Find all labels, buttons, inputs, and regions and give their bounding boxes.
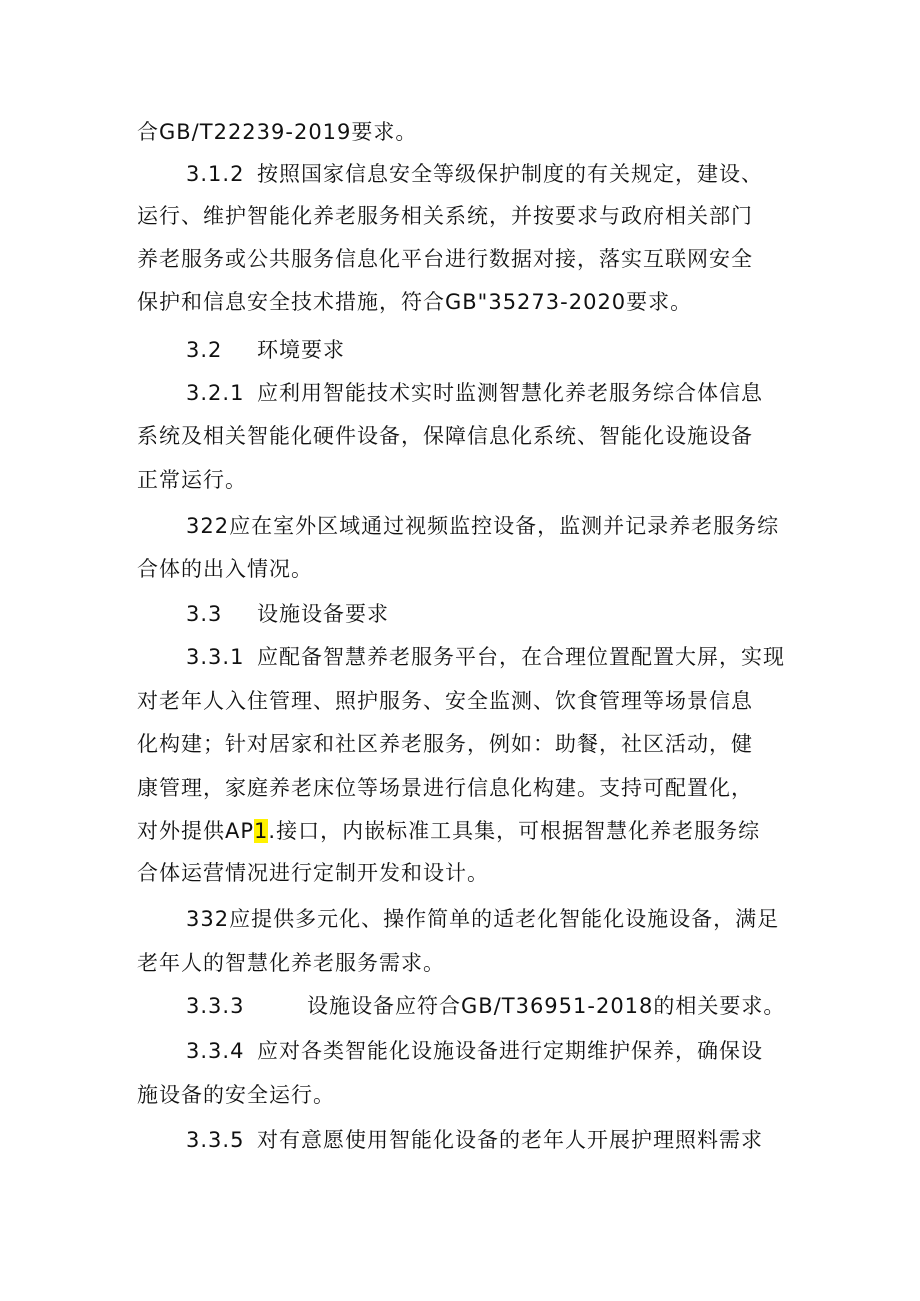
text-line (137, 465, 247, 495)
text-line (186, 1036, 244, 1066)
text-line (186, 599, 222, 629)
section-number: 3.3.1 (186, 645, 245, 669)
text-line (186, 904, 779, 934)
highlighted-text: 1 (254, 819, 269, 843)
section-number: 3.3.5 (186, 1128, 245, 1152)
line-text: 康管理，家庭养老床位等场景进行信息化构建。支持可配置化， (137, 776, 753, 800)
text-line (257, 159, 763, 189)
text-line (137, 858, 489, 888)
line-text: 老年人的智慧化养老服务需求。 (137, 951, 445, 975)
heading-text: 环境要求 (257, 338, 345, 362)
line-text: 对有意愿使用智能化设备的老年人开展护理照料需求 (257, 1128, 763, 1152)
text-line (257, 642, 785, 672)
line-text: 对老年人入住管理、照护服务、安全监测、饮食管理等场景信息 (137, 689, 753, 713)
text-line (137, 117, 417, 147)
line-text: 系统及相关智能化硬件设备，保障信息化系统、智能化设施设备 (137, 424, 753, 448)
line-text: 正常运行。 (137, 468, 247, 492)
text-line (137, 287, 692, 317)
section-number: 3.3.3 (186, 994, 245, 1018)
text-line (186, 378, 244, 408)
text-line (257, 378, 763, 408)
section-number: 3.3.4 (186, 1039, 245, 1063)
text-line (186, 1125, 244, 1155)
line-text: 按照国家信息安全等级保护制度的有关规定，建设、 (257, 162, 763, 186)
line-text: 运行、维护智能化养老服务相关系统，并按要求与政府相关部门 (137, 204, 753, 228)
section-heading (257, 599, 389, 629)
line-text: 保护和信息安全技术措施，符合GB"35273-2020要求。 (137, 290, 693, 314)
text-line (186, 159, 244, 189)
text-line (186, 642, 244, 672)
text-line (137, 948, 445, 978)
text-line (137, 773, 753, 803)
text-line (137, 421, 753, 451)
line-text: 养老服务或公共服务信息化平台进行数据对接，落实互联网安全 (137, 247, 753, 271)
line-text: 施设备的安全运行。 (137, 1083, 335, 1107)
line-text: 应利用智能技术实时监测智慧化养老服务综合体信息 (257, 381, 763, 405)
line-text: 332应提供多元化、操作简单的适老化智能化设施设备，满足 (186, 907, 780, 931)
section-number: 3.3 (186, 602, 223, 626)
text-line (137, 244, 753, 274)
text-line (186, 511, 779, 541)
line-text: 合体运营情况进行定制开发和设计。 (137, 861, 489, 885)
line-text: 化构建；针对居家和社区养老服务，例如：助餐，社区活动，健 (137, 732, 753, 756)
line-text: .接口，内嵌标准工具集，可根据智慧化养老服务综 (268, 819, 761, 843)
text-line (137, 729, 753, 759)
line-text: 322应在室外区域通过视频监控设备，监测并记录养老服务综 (186, 514, 780, 538)
text-line (307, 991, 785, 1021)
line-text: 合GB/T22239-2019要求。 (137, 120, 418, 144)
text-line (257, 1036, 763, 1066)
text-line (257, 1125, 763, 1155)
text-line (137, 201, 753, 231)
heading-text: 设施设备要求 (257, 602, 389, 626)
line-text: 应对各类智能化设施设备进行定期维护保养，确保设 (257, 1039, 763, 1063)
section-number: 3.1.2 (186, 162, 245, 186)
text-line (186, 335, 222, 365)
text-line (137, 816, 760, 846)
line-text: 应配备智慧养老服务平台，在合理位置配置大屏，实现 (257, 645, 785, 669)
line-text: 设施设备应符合GB/T36951-2018的相关要求。 (307, 994, 786, 1018)
text-line (186, 991, 244, 1021)
line-text: 对外提供AP (137, 819, 255, 843)
line-text: 合体的出入情况。 (137, 557, 313, 581)
section-number: 3.2 (186, 338, 223, 362)
text-line (137, 686, 753, 716)
section-number: 3.2.1 (186, 381, 245, 405)
text-line (137, 554, 313, 584)
text-line (137, 1080, 335, 1110)
section-heading (257, 335, 345, 365)
